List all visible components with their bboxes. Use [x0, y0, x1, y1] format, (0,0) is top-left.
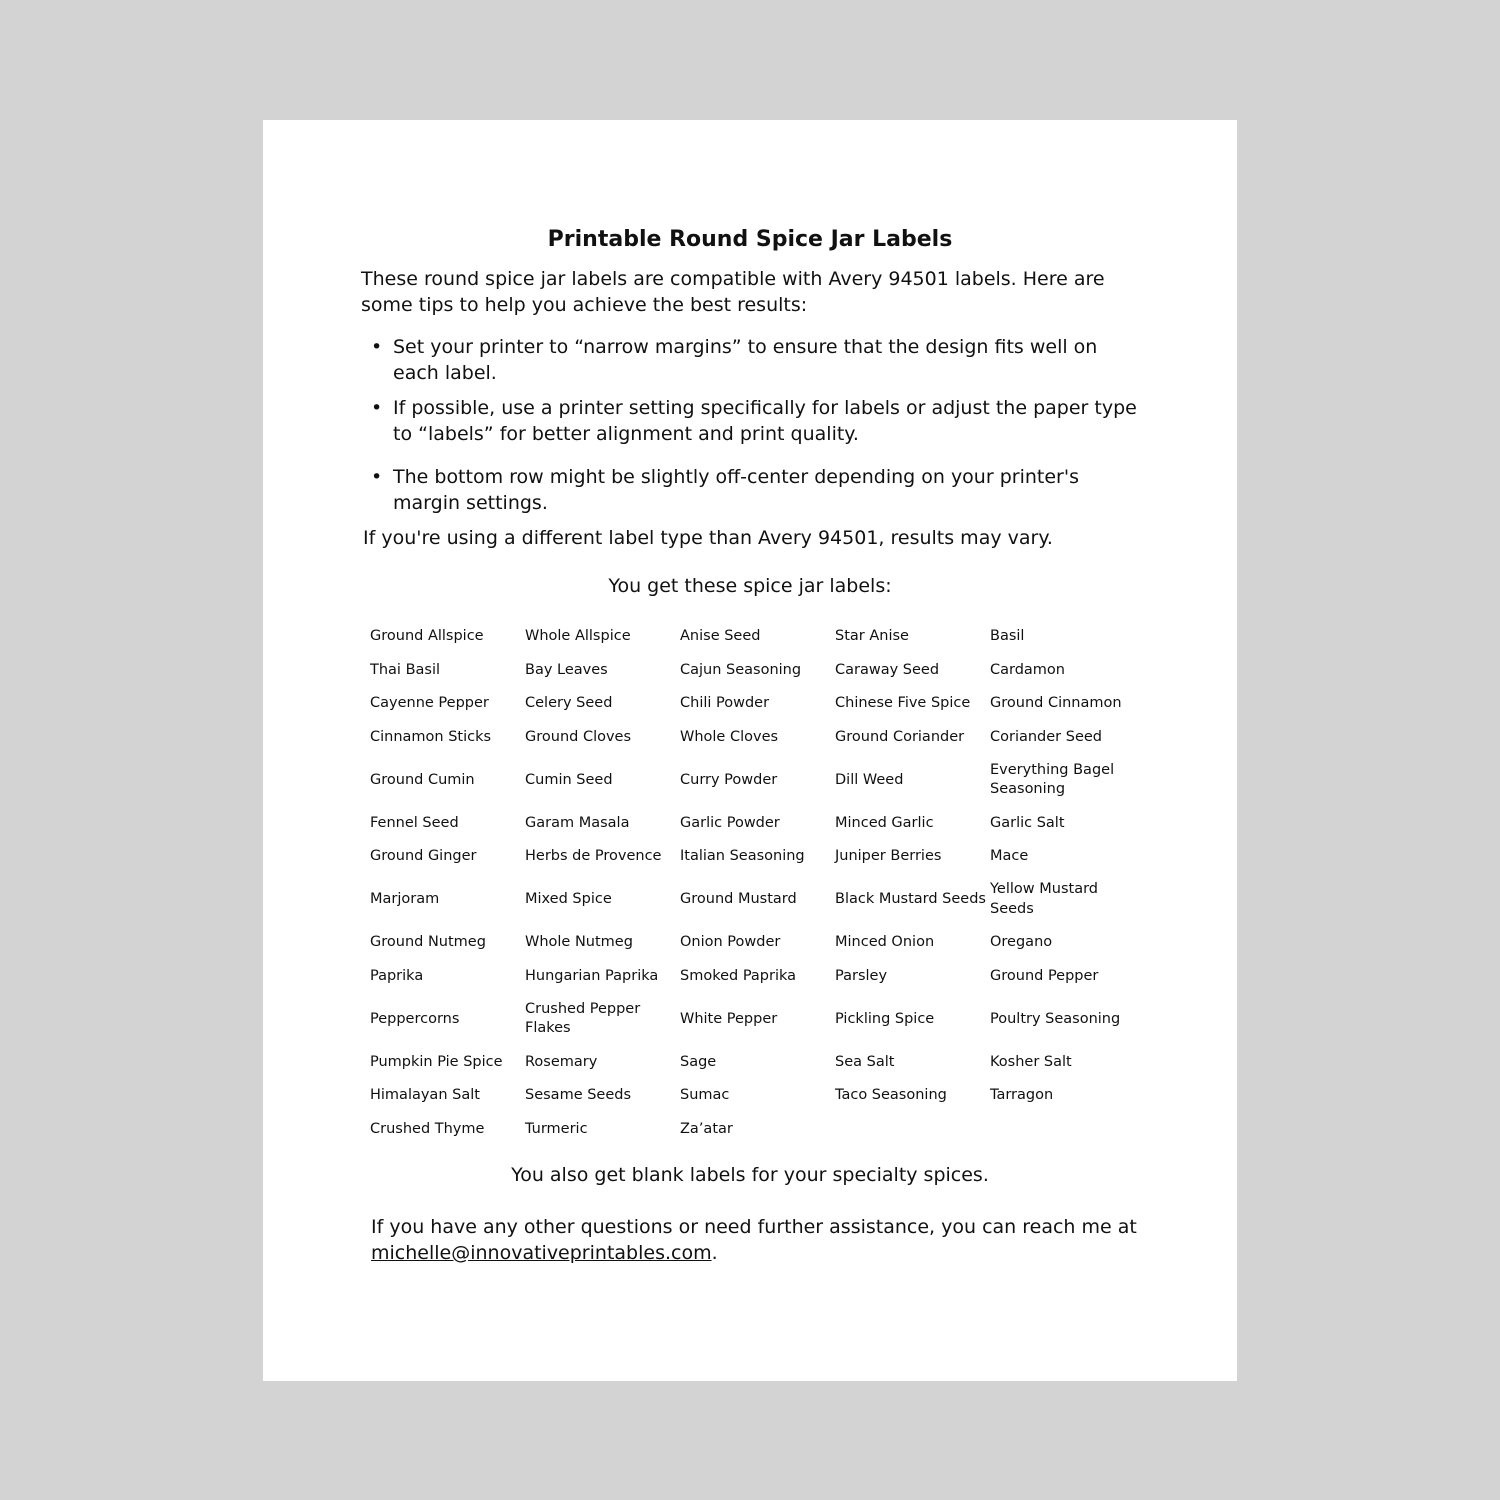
spice-label-cell: Fennel Seed [370, 814, 459, 831]
spice-label-cell: Sage [680, 1053, 717, 1070]
blank-labels-note: You also get blank labels for your specialty spices. [511, 1164, 989, 1186]
document-title: Printable Round Spice Jar Labels [547, 227, 953, 252]
spice-label-cell: Herbs de Provence [525, 848, 662, 864]
spice-label-cell: Juniper Berries [835, 848, 942, 864]
spice-label-cell: Turmeric [525, 1120, 588, 1137]
spice-label-cell: Black Mustard Seeds [835, 891, 986, 907]
spice-label-cell: Za’atar [680, 1120, 733, 1137]
spice-label-cell [835, 1113, 990, 1147]
labels-subheading: You get these spice jar labels: [608, 575, 892, 597]
spice-label-cell: Paprika [370, 967, 424, 984]
spice-label-cell: Yellow Mustard Seeds [990, 881, 1098, 917]
spice-label-cell: Sumac [680, 1087, 730, 1103]
spice-label-cell: White Pepper [680, 1010, 778, 1027]
spice-label-cell: Hungarian Paprika [525, 967, 659, 984]
spice-label-cell: Cinnamon Sticks [370, 728, 492, 745]
spice-label-cell: Sesame Seeds [525, 1087, 632, 1103]
spice-label-cell: Mixed Spice [525, 891, 612, 907]
spice-label-cell: Tarragon [990, 1087, 1054, 1103]
spice-label-cell: Ground Mustard [680, 891, 797, 907]
spice-label-cell: Kosher Salt [990, 1053, 1072, 1070]
spice-label-cell: Garlic Powder [680, 814, 780, 831]
document-page [263, 120, 1237, 1381]
spice-label-cell: Chili Powder [680, 695, 770, 711]
spice-label-cell [990, 1113, 1145, 1147]
spice-label-cell: Ground Nutmeg [370, 934, 486, 950]
spice-label-cell: Celery Seed [525, 695, 613, 711]
spice-label-cell: Sea Salt [835, 1053, 895, 1070]
spice-label-cell: Pickling Spice [835, 1010, 935, 1027]
contact-email-link[interactable]: michelle@innovativeprintables.com [371, 1242, 712, 1264]
spice-label-cell: Curry Powder [680, 771, 778, 788]
spice-label-cell: Oregano [990, 934, 1053, 950]
spice-label-cell: Dill Weed [835, 771, 904, 788]
tip-text: Set your printer to “narrow margins” to ensure that the design fits well on each label. [393, 336, 1098, 384]
spice-label-cell: Ground Ginger [370, 848, 477, 864]
spice-label-cell: Garam Masala [525, 814, 630, 831]
spice-label-cell: Cayenne Pepper [370, 695, 489, 711]
spice-label-cell: Cajun Seasoning [680, 661, 802, 678]
contact-paragraph [371, 1214, 1151, 1266]
spice-label-cell: Whole Nutmeg [525, 934, 633, 950]
bullet-icon: • [371, 466, 383, 488]
spice-label-cell: Poultry Seasoning [990, 1010, 1121, 1027]
spice-label-cell: Pumpkin Pie Spice [370, 1053, 503, 1070]
spice-label-cell: Chinese Five Spice [835, 695, 971, 711]
spice-label-cell: Peppercorns [370, 1010, 460, 1027]
spice-label-cell: Mace [990, 848, 1029, 864]
spice-label-cell: Everything Bagel Seasoning [990, 761, 1115, 798]
spice-label-cell: Caraway Seed [835, 661, 940, 678]
spice-label-cell: Taco Seasoning [835, 1087, 947, 1103]
spice-label-cell: Star Anise [835, 628, 909, 644]
compatibility-note: If you're using a different label type than Avery 94501, results may vary. [363, 527, 1053, 549]
spice-label-cell: Crushed Pepper Flakes [525, 1000, 641, 1037]
spice-label-cell: Onion Powder [680, 934, 781, 950]
spice-label-cell: Ground Cloves [525, 728, 632, 745]
tip-item-2 [369, 395, 1139, 447]
spice-label-cell: Whole Cloves [680, 728, 779, 745]
spice-label-cell: Whole Allspice [525, 628, 631, 644]
tip-item-1 [369, 334, 1139, 386]
spice-label-grid [370, 620, 1150, 1146]
spice-label-cell: Marjoram [370, 891, 440, 907]
spice-label-cell: Anise Seed [680, 628, 761, 644]
intro-paragraph: These round spice jar labels are compatible with Avery 94501 labels. Here are some tips to help you achieve the best results: [361, 268, 1105, 316]
spice-label-cell: Rosemary [525, 1053, 598, 1070]
tip-text: The bottom row might be slightly off-center depending on your printer's margin settings. [393, 466, 1079, 514]
spice-label-cell: Ground Cinnamon [990, 695, 1122, 711]
spice-label-cell: Himalayan Salt [370, 1087, 480, 1103]
bullet-icon: • [371, 397, 383, 419]
tip-item-3 [369, 464, 1139, 516]
spice-label-cell: Smoked Paprika [680, 967, 797, 984]
spice-label-cell: Basil [990, 628, 1025, 644]
spice-label-cell: Minced Onion [835, 934, 935, 950]
spice-label-cell: Minced Garlic [835, 814, 934, 831]
bullet-icon: • [371, 336, 383, 358]
tip-text: If possible, use a printer setting specifically for labels or adjust the paper type to “labels” for better alignment and print quality. [393, 397, 1137, 445]
spice-label-cell: Italian Seasoning [680, 848, 805, 864]
spice-label-cell: Bay Leaves [525, 661, 608, 678]
spice-label-cell: Ground Allspice [370, 628, 484, 644]
spice-label-cell: Cumin Seed [525, 771, 613, 788]
spice-label-cell: Ground Coriander [835, 728, 965, 745]
spice-label-cell: Coriander Seed [990, 728, 1103, 745]
spice-label-cell: Ground Pepper [990, 967, 1099, 984]
spice-label-cell: Ground Cumin [370, 771, 475, 788]
spice-label-cell: Cardamon [990, 661, 1065, 678]
contact-trailing: . [711, 1242, 718, 1264]
spice-label-cell: Parsley [835, 967, 888, 984]
spice-label-cell: Thai Basil [370, 661, 441, 678]
spice-label-cell: Garlic Salt [990, 814, 1065, 831]
spice-label-cell: Crushed Thyme [370, 1120, 485, 1137]
contact-text: If you have any other questions or need further assistance, you can reach me at [371, 1216, 1137, 1238]
